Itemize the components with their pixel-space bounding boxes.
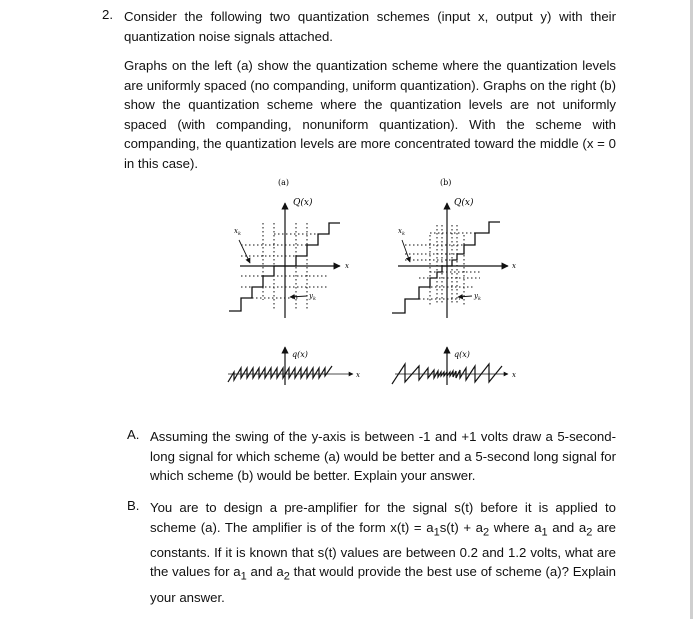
part-a-label: A.	[127, 427, 140, 442]
question-intro-text: Consider the following two quantization schemes (input x, output y) with their quantization noise signals attached.	[124, 9, 616, 44]
part-b-text: You are to design a pre-amplifier for the signal s(t) before it is applied to scheme (a). The amplifier is of the form $x(t) = a_1s(t) + a_2$ where $a_1$ and $a_2$ are constants. If it is known that s(t) values are between 0.2 and 1.2 volts, what are the values for $a_1$ and $a_2$ that would provide the best use of scheme (a)? Explain your answer.	[150, 500, 616, 605]
question-number: 2.	[102, 7, 113, 22]
panel-b-staircase	[392, 222, 500, 313]
panel-b-xk-arrow	[402, 240, 410, 262]
panel-a-noise-label: q(x)	[292, 350, 308, 359]
part-a	[150, 427, 616, 486]
panel-a-yk-label: $y_k$	[309, 292, 316, 302]
question-paragraph-text: Graphs on the left (a) show the quantization scheme where the quantization levels are uniformly spaced (no companding, uniform quantization). Graphs on the right (b) show the quantization scheme where the quantization levels are not uniformly spaced (with companding, nonuniform quantization). With the scheme with companding, the quantization levels are more concentrated toward the middle (x = 0 in this case).	[124, 58, 616, 171]
panel-b-label: (b)	[440, 178, 452, 187]
part-b-label: B.	[127, 498, 140, 513]
panel-b-level-dots	[405, 225, 480, 305]
panel-a-label: (a)	[278, 178, 290, 187]
panel-a-xk-label: $x_k$	[234, 227, 241, 237]
panel-b-noise-x-label: x	[512, 371, 516, 379]
panel-a-xk-arrow	[239, 240, 250, 263]
panel-b-x-label: x	[512, 262, 516, 270]
part-b	[150, 498, 616, 607]
panel-b-yk-label: $y_k$	[474, 292, 481, 302]
panel-a-x-label: x	[345, 262, 349, 270]
panel-b-q-label: Q(x)	[454, 198, 474, 208]
panel-a-noise-x-label: x	[356, 371, 360, 379]
panel-b-noise-label: q(x)	[454, 350, 470, 359]
panel-b-xk-label: $x_k$	[398, 227, 405, 237]
panel-a-yk-arrow	[290, 296, 307, 297]
part-a-text: Assuming the swing of the y-axis is between -1 and +1 volts draw a 5-second-long signal for which scheme (a) would be better and a 5-second long signal for which scheme (b) would be better. Explain your answer.	[150, 429, 616, 484]
panel-a	[228, 178, 360, 385]
panel-a-q-label: Q(x)	[293, 198, 313, 208]
panel-b-yk-arrow	[458, 296, 472, 297]
panel-b	[392, 178, 516, 385]
